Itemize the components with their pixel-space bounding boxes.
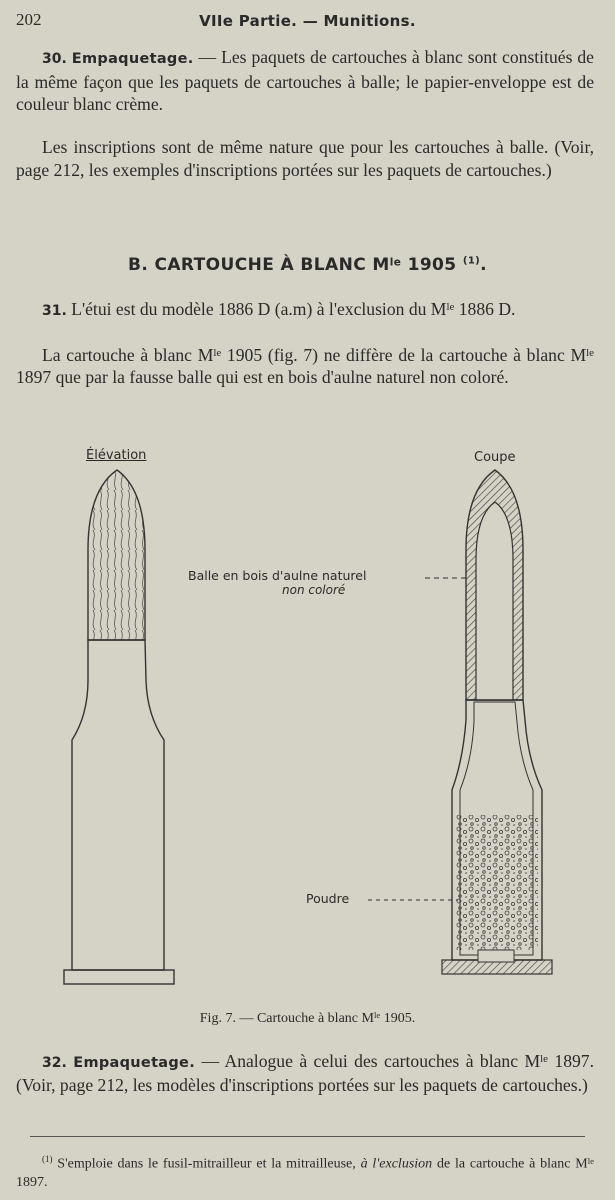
cartridge-drawings	[0, 430, 615, 1010]
paragraph-30	[16, 46, 594, 116]
paragraph-heading: Empaquetage.	[71, 51, 194, 67]
annotation-powder: Poudre	[306, 891, 350, 906]
figure-7	[0, 430, 615, 1010]
paragraph-number: 31.	[42, 302, 67, 319]
running-title: VIIe Partie. — Munitions.	[199, 12, 416, 30]
footnote-reference: (1)	[462, 255, 481, 267]
annotation-bullet-note: non coloré	[282, 583, 346, 597]
running-head	[16, 10, 599, 36]
footnote-rule	[30, 1136, 585, 1137]
paragraph-32: 32. Empaquetage. — Analogue à celui des cartouches à blanc $M^{le}$ 1897. (Voir, page 212, les modèles d'inscriptions portées sur les paquets de cartouches.)	[16, 1050, 594, 1096]
section-heading: B. CARTOUCHE À BLANC $M^{le}$ 1905 $^{(1)}$.	[127, 255, 488, 275]
footnote-marker: (1)	[42, 1154, 53, 1164]
paragraph-text: Les inscriptions sont de même nature que pour les cartouches à balle. (Voir, page 212, les exemples d'inscriptions portées sur les paquets de cartouches.)	[16, 137, 594, 180]
section-drawing	[442, 470, 552, 974]
page-number: 202	[16, 10, 42, 29]
paragraph-number: 32.	[42, 1054, 67, 1071]
paragraph-text: — Les paquets de cartouches à blanc sont constitués de la même façon que les paquets de cartouches à balle; le papier-enveloppe est de couleur blanc crème.	[16, 47, 594, 114]
paragraph-number: 30.	[42, 51, 67, 67]
paragraph-31: 31. L'étui est du modèle 1886 D (a.m) à l'exclusion du $M^{le}$ 1886 D.	[42, 298, 516, 319]
annotation-bullet: Balle en bois d'aulne naturel	[188, 568, 367, 583]
elevation-drawing	[64, 470, 174, 984]
paragraph-31-continued: La cartouche à blanc $M^{le}$ 1905 (fig. 7) ne diffère de la cartouche à blanc $M^{le}$ 1897 que par la fausse balle qui est en bois d'aulne naturel non coloré.	[16, 344, 594, 388]
label-elevation: Élévation	[86, 448, 147, 463]
label-coupe: Coupe	[474, 450, 516, 465]
paragraph-heading: Empaquetage.	[73, 1054, 196, 1071]
figure-caption: Fig. 7. — Cartouche à blanc $M^{le}$ 1905.	[199, 1010, 416, 1026]
footnote: $^{(1)}$ S'emploie dans le fusil-mitrailleur et la mitrailleuse, à l'exclusion de la cartouche à blanc $M^{le}$ 1897.	[16, 1154, 594, 1190]
paragraph-30-continued	[16, 136, 594, 181]
